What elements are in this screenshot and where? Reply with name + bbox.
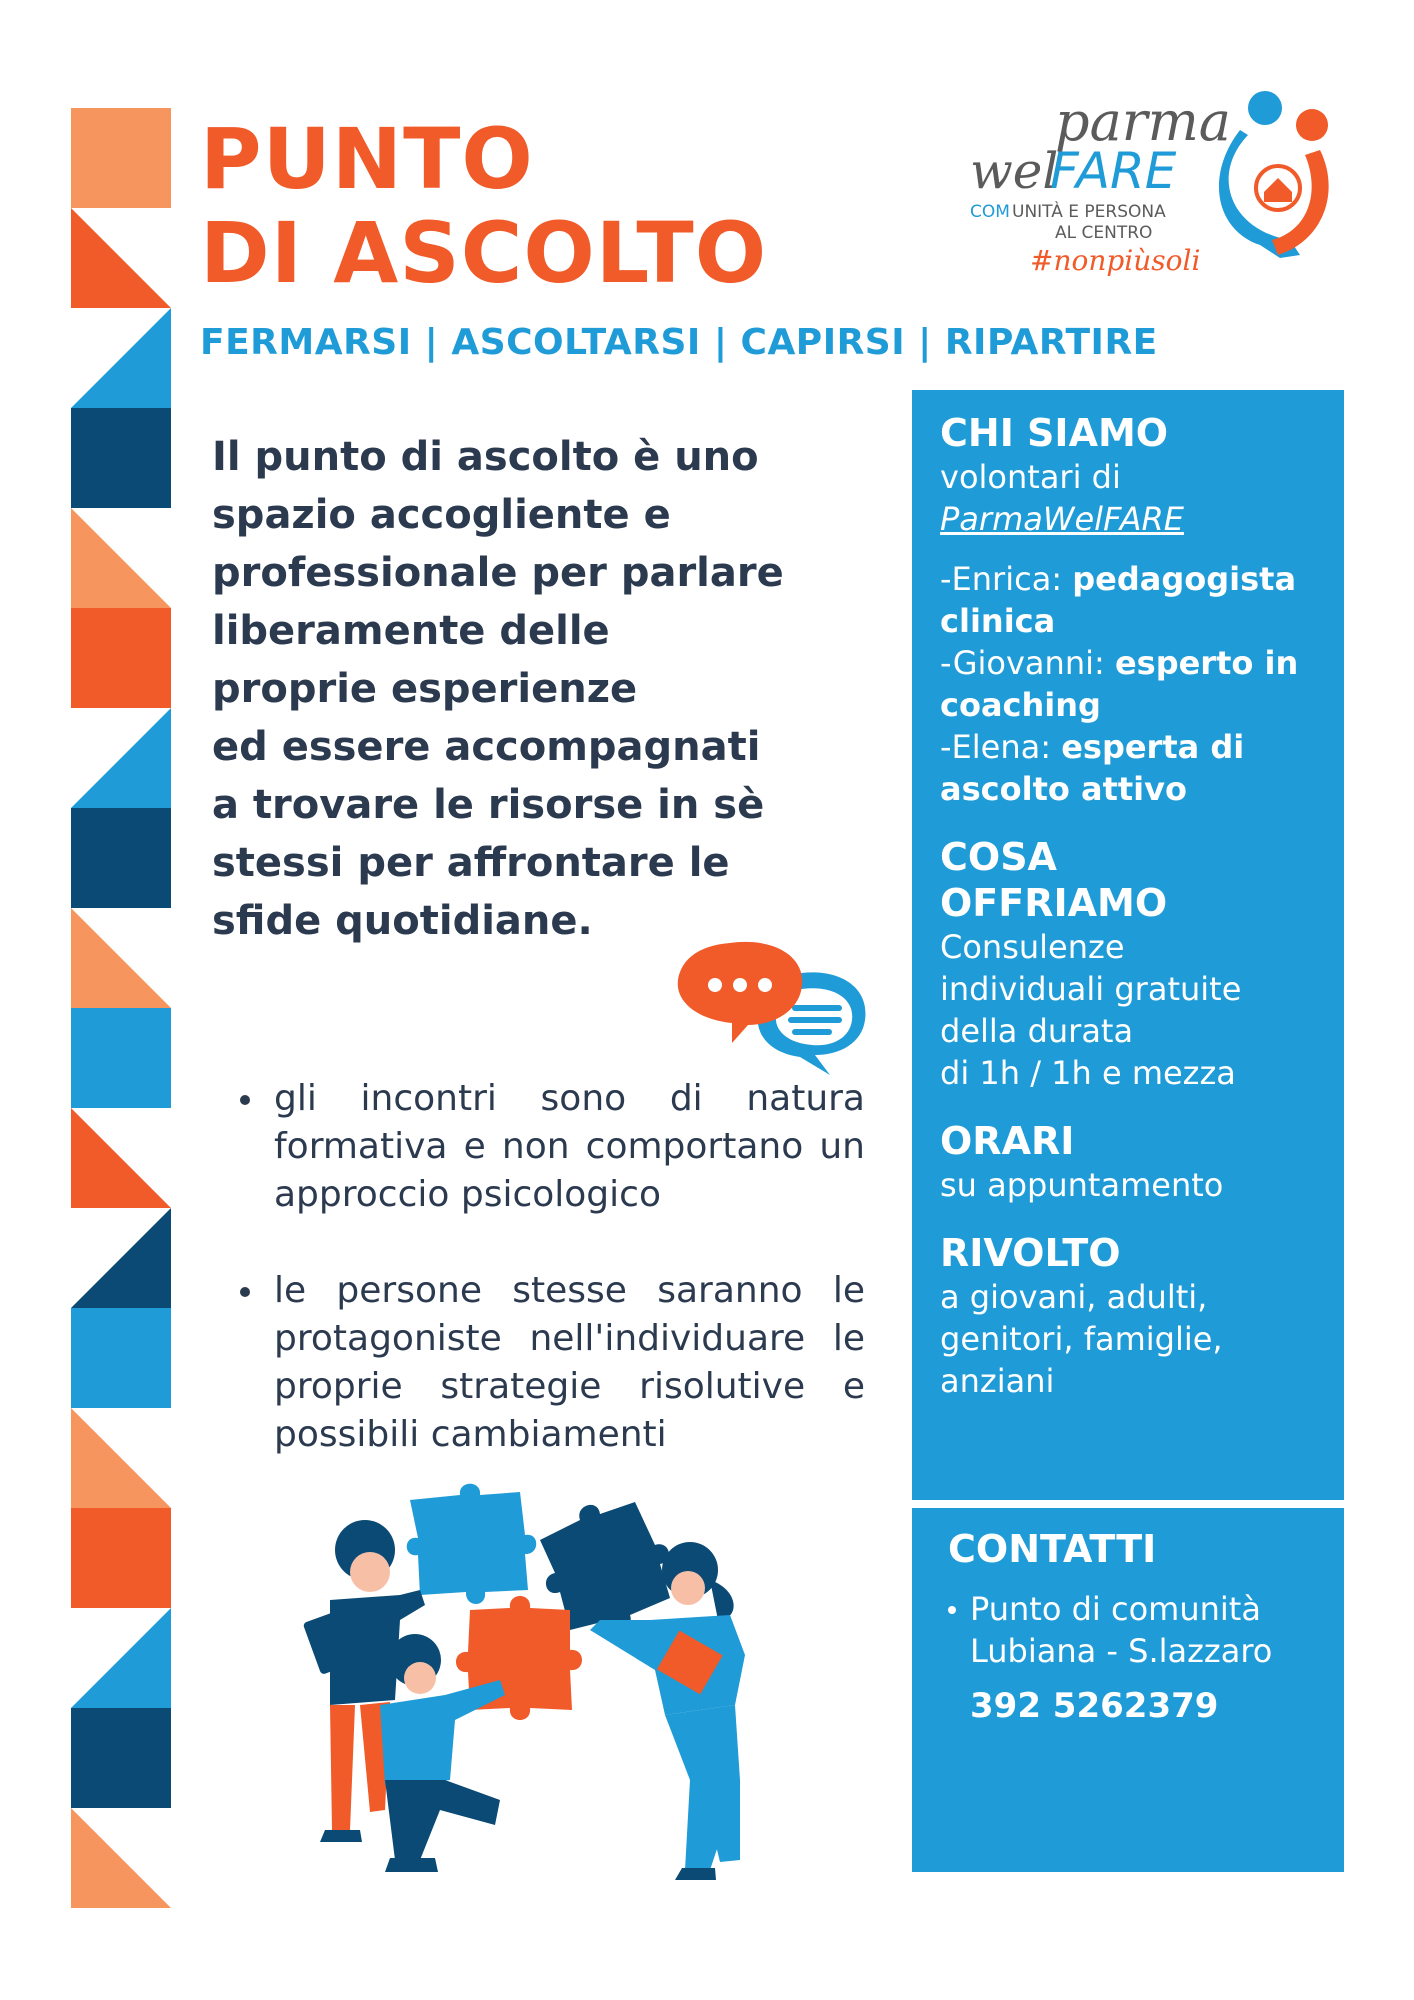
member-role: pedagogista clinica: [940, 560, 1297, 640]
strip-tile: [71, 1508, 171, 1608]
strip-tile: [71, 1808, 171, 1908]
section-heading: OFFRIAMO: [940, 881, 1168, 925]
audience-line: anziani: [940, 1362, 1055, 1400]
strip-tile: [71, 208, 171, 308]
title-line-1: PUNTO: [200, 110, 534, 208]
location-line: Punto di comunità: [970, 1590, 1261, 1628]
section-heading: RIVOLTO: [940, 1231, 1121, 1275]
location-line: Lubiana - S.lazzaro: [970, 1632, 1273, 1670]
section-rivolto: [940, 1230, 1316, 1402]
strip-tile: [71, 508, 171, 608]
intro-line: professionale per parlare: [212, 550, 784, 596]
intro-line: sfide quotidiane.: [212, 898, 593, 944]
team-puzzle-illustration: [270, 1480, 790, 1890]
section-chi-siamo: [940, 410, 1316, 810]
offer-line: individuali gratuite: [940, 970, 1242, 1008]
logo-word-fare: FARE: [1050, 142, 1177, 200]
member-role: esperto in coaching: [940, 644, 1299, 724]
strip-tile: [71, 808, 171, 908]
member-name: -Elena:: [940, 728, 1062, 766]
strip-tile: [71, 1308, 171, 1408]
strip-tile: [71, 1108, 171, 1208]
member-entry: [940, 726, 1316, 810]
strip-tile: [71, 1608, 171, 1708]
section-cosa-offriamo: [940, 834, 1316, 1094]
contacts-panel: [912, 1508, 1344, 1872]
strip-tile: [71, 1408, 171, 1508]
strip-tile: [71, 108, 171, 208]
logo-hashtag: #nonpiùsoli: [1030, 244, 1201, 277]
intro-paragraph: [212, 428, 892, 950]
tagline: FERMARSI | ASCOLTARSI | CAPIRSI | RIPARTIRE: [200, 322, 1158, 363]
puzzle-piece-icon: [407, 1484, 537, 1604]
section-orari: [940, 1118, 1316, 1206]
strip-tile: [71, 708, 171, 808]
parma-welfare-logo: [960, 80, 1330, 290]
strip-tile: [71, 408, 171, 508]
member-entry: [940, 558, 1316, 642]
logo-word-parma: parma: [1055, 90, 1231, 153]
section-heading: ORARI: [940, 1119, 1075, 1163]
audience-line: a giovani, adulti,: [940, 1278, 1208, 1316]
strip-tile: [71, 1208, 171, 1308]
contact-location: [948, 1588, 1308, 1672]
intro-line: stessi per affrontare le: [212, 840, 730, 886]
section-heading: COSA: [940, 835, 1057, 879]
brand-link[interactable]: ParmaWelFARE: [940, 500, 1184, 538]
contacts-list: [948, 1588, 1308, 1672]
hours-text: su appuntamento: [940, 1166, 1224, 1204]
audience-line: genitori, famiglie,: [940, 1320, 1223, 1358]
intro-line: a trovare le risorse in sè: [212, 782, 765, 828]
intro-line: proprie esperienze: [212, 666, 638, 712]
logo-sub-prefix: COM: [970, 202, 1010, 222]
intro-line: spazio accogliente e: [212, 492, 671, 538]
member-entry: [940, 642, 1316, 726]
logo-person-head-blue: [1248, 91, 1282, 125]
strip-tile: [71, 1008, 171, 1108]
page-title: [200, 112, 920, 300]
intro-line: ed essere accompagnati: [212, 724, 761, 770]
strip-tile: [71, 1708, 171, 1808]
title-line-2: DI ASCOLTO: [200, 204, 768, 302]
list-item: gli incontri sono di natura formativa e non comportano un approccio psicologico: [240, 1075, 865, 1219]
decorative-strip: [71, 108, 171, 1908]
member-name: -Enrica:: [940, 560, 1073, 598]
logo-sub-2: AL CENTRO: [1055, 223, 1153, 243]
section-heading: CHI SIAMO: [940, 411, 1169, 455]
strip-tile: [71, 608, 171, 708]
member-name: -Giovanni:: [940, 644, 1115, 682]
intro-line: liberamente delle: [212, 608, 610, 654]
list-item: le persone stesse saranno le protagoniste nell'individuare le proprie strategie risolutive e possibili cambiamenti: [240, 1267, 865, 1459]
offer-line: Consulenze: [940, 928, 1125, 966]
logo-person-head-orange: [1296, 109, 1328, 141]
volunteers-intro: volontari di: [940, 458, 1121, 496]
info-panel: [912, 390, 1344, 1500]
member-role: esperta di ascolto attivo: [940, 728, 1245, 808]
logo-sub-rest: UNITÀ E PERSONA: [1012, 202, 1166, 222]
offer-line: di 1h / 1h e mezza: [940, 1054, 1236, 1092]
info-bullet-list: [240, 1075, 865, 1507]
logo-word-wel: wel: [970, 142, 1059, 200]
phone-number[interactable]: 392 5262379: [970, 1686, 1219, 1726]
strip-tile: [71, 308, 171, 408]
intro-line: Il punto di ascolto è uno: [212, 434, 759, 480]
strip-tile: [71, 908, 171, 1008]
contacts-heading: CONTATTI: [948, 1527, 1157, 1571]
offer-line: della durata: [940, 1012, 1134, 1050]
speech-bubbles-icon: [670, 935, 870, 1075]
